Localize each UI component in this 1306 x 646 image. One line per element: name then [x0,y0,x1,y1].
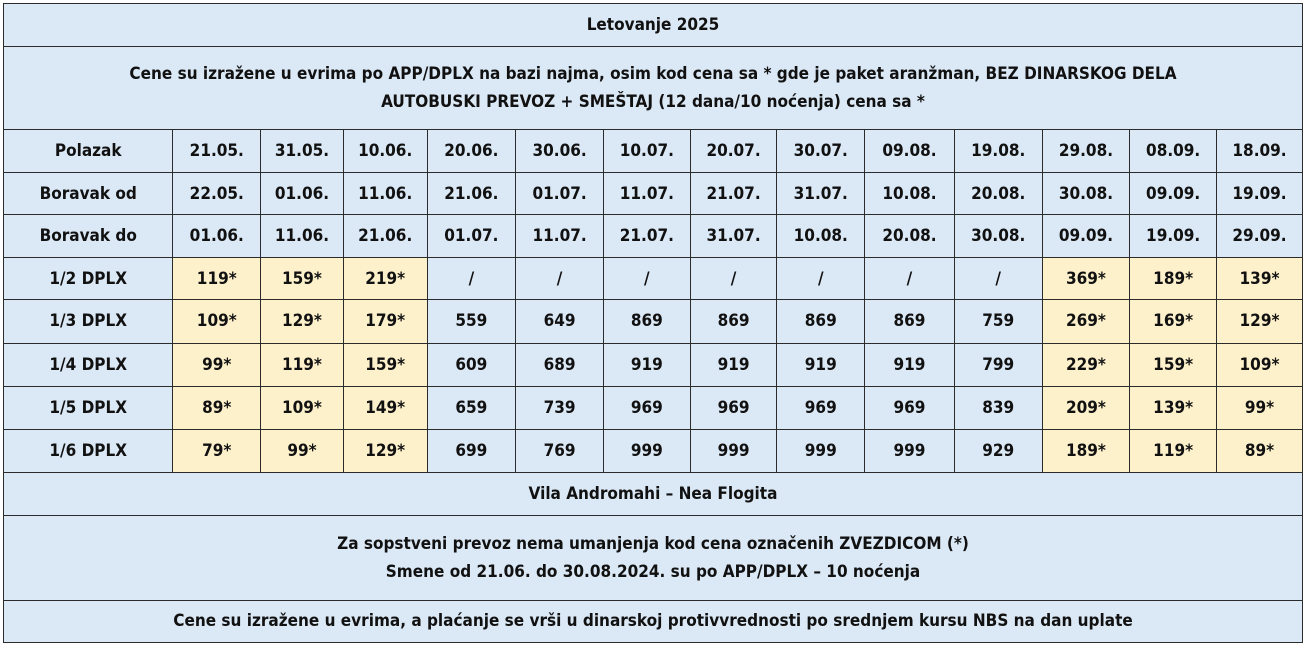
price-cell: 799 [954,343,1042,386]
row-label: 1/6 DPLX [4,429,173,472]
price-cell: 209* [1042,386,1130,429]
table-row [4,215,1303,258]
date-cell: 10.07. [603,130,690,173]
price-cell: 119* [173,258,261,300]
price-cell: 739 [516,386,604,429]
date-cell: 10.08. [777,215,865,258]
date-cell: 20.08. [865,215,955,258]
table-row [4,258,1303,300]
price-cell: 139* [1217,258,1303,300]
date-cell: 31.05. [261,130,344,173]
intro-row [4,47,1303,130]
date-cell: 01.06. [173,215,261,258]
price-cell: 139* [1130,386,1217,429]
row-label: 1/5 DPLX [4,386,173,429]
price-cell: 609 [427,343,516,386]
date-cell: 10.06. [343,130,427,173]
date-cell: 29.09. [1217,215,1303,258]
price-cell: 179* [343,300,427,343]
date-cell: 19.09. [1130,215,1217,258]
row-label: Polazak [4,130,173,173]
date-cell: 20.07. [690,130,777,173]
date-cell: 09.09. [1130,173,1217,215]
date-cell: 01.06. [261,173,344,215]
intro-note [4,47,1303,130]
price-cell: 969 [777,386,865,429]
date-cell: 30.08. [1042,173,1130,215]
note-row [4,515,1303,600]
price-cell: 109* [261,386,344,429]
price-cell: 159* [343,343,427,386]
price-cell: 99* [261,429,344,472]
price-cell: 159* [1130,343,1217,386]
table-row [4,130,1303,173]
footer-row [4,600,1303,642]
price-table [3,3,1303,643]
row-label: 1/3 DPLX [4,300,173,343]
price-cell: 869 [777,300,865,343]
price-cell: / [954,258,1042,300]
price-cell: 969 [690,386,777,429]
price-cell: 79* [173,429,261,472]
date-cell: 31.07. [777,173,865,215]
price-cell: 189* [1042,429,1130,472]
price-cell: 919 [690,343,777,386]
price-cell: 109* [1217,343,1303,386]
date-cell: 01.07. [427,215,516,258]
price-cell: 169* [1130,300,1217,343]
date-cell: 19.08. [954,130,1042,173]
date-cell: 09.08. [865,130,955,173]
price-cell: 999 [690,429,777,472]
price-cell: 89* [1217,429,1303,472]
price-cell: 649 [516,300,604,343]
price-cell: 99* [1217,386,1303,429]
price-cell: 869 [603,300,690,343]
date-cell: 21.07. [603,215,690,258]
price-cell: 219* [343,258,427,300]
price-cell: / [603,258,690,300]
price-cell: 119* [1130,429,1217,472]
price-cell: / [865,258,955,300]
villa-row [4,472,1303,515]
price-cell: 689 [516,343,604,386]
price-cell: 969 [865,386,955,429]
price-cell: 969 [603,386,690,429]
date-cell: 21.07. [690,173,777,215]
price-cell: 159* [261,258,344,300]
date-cell: 10.08. [865,173,955,215]
date-cell: 30.08. [954,215,1042,258]
price-cell: 149* [343,386,427,429]
price-cell: 99* [173,343,261,386]
price-cell: 129* [343,429,427,472]
table-row [4,300,1303,343]
price-cell: 559 [427,300,516,343]
price-cell: 999 [865,429,955,472]
date-cell: 19.09. [1217,173,1303,215]
price-cell: 839 [954,386,1042,429]
row-label: Boravak do [4,215,173,258]
date-cell: 11.07. [603,173,690,215]
intro-line-2: AUTOBUSKI PREVOZ + SMEŠTAJ (12 dana/10 noćenja) cena sa * [381,92,925,113]
table-row [4,173,1303,215]
row-label: 1/4 DPLX [4,343,173,386]
date-cell: 21.06. [343,215,427,258]
date-cell: 29.08. [1042,130,1130,173]
price-cell: 919 [777,343,865,386]
date-cell: 11.07. [516,215,604,258]
date-cell: 30.06. [516,130,604,173]
price-cell: 369* [1042,258,1130,300]
table-row [4,343,1303,386]
price-cell: 869 [865,300,955,343]
price-cell: 869 [690,300,777,343]
date-cell: 11.06. [343,173,427,215]
date-cell: 09.09. [1042,215,1130,258]
date-cell: 01.07. [516,173,604,215]
price-cell: 929 [954,429,1042,472]
date-cell: 21.06. [427,173,516,215]
table-row [4,429,1303,472]
date-cell: 30.07. [777,130,865,173]
price-cell: 89* [173,386,261,429]
price-cell: 699 [427,429,516,472]
price-cell: 659 [427,386,516,429]
price-cell: 109* [173,300,261,343]
villa-name: Vila Andromahi – Nea Flogita [4,472,1303,515]
price-cell: 999 [777,429,865,472]
price-cell: 129* [261,300,344,343]
price-cell: / [690,258,777,300]
price-cell: 919 [865,343,955,386]
date-cell: 11.06. [261,215,344,258]
price-cell: 769 [516,429,604,472]
date-cell: 31.07. [690,215,777,258]
price-cell: 189* [1130,258,1217,300]
date-cell: 20.08. [954,173,1042,215]
title-row [4,4,1303,47]
row-label: Boravak od [4,173,173,215]
intro-line-1: Cene su izražene u evrima po APP/DPLX na bazi najma, osim kod cena sa * gde je paket aranžman, BEZ DINARSKOG DELA [129,64,1177,85]
date-cell: 08.09. [1130,130,1217,173]
table-row [4,386,1303,429]
table-title: Letovanje 2025 [4,4,1303,47]
price-cell: / [427,258,516,300]
date-cell: 22.05. [173,173,261,215]
date-cell: 21.05. [173,130,261,173]
price-cell: 999 [603,429,690,472]
price-cell: 269* [1042,300,1130,343]
price-cell: / [777,258,865,300]
price-cell: 759 [954,300,1042,343]
price-cell: / [516,258,604,300]
row-label: 1/2 DPLX [4,258,173,300]
date-cell: 18.09. [1217,130,1303,173]
price-cell: 229* [1042,343,1130,386]
price-cell: 119* [261,343,344,386]
note-line-2: Smene od 21.06. do 30.08.2024. su po APP/DPLX – 10 noćenja [385,561,921,582]
note-line-1: Za sopstveni prevoz nema umanjenja kod cena označenih ZVEZDICOM (*) [337,533,969,554]
price-cell: 919 [603,343,690,386]
payment-note: Cene su izražene u evrima, a plaćanje se vrši u dinarskoj protivvrednosti po srednjem kursu NBS na dan uplate [4,600,1303,642]
date-cell: 20.06. [427,130,516,173]
transport-note [4,515,1303,600]
price-cell: 129* [1217,300,1303,343]
